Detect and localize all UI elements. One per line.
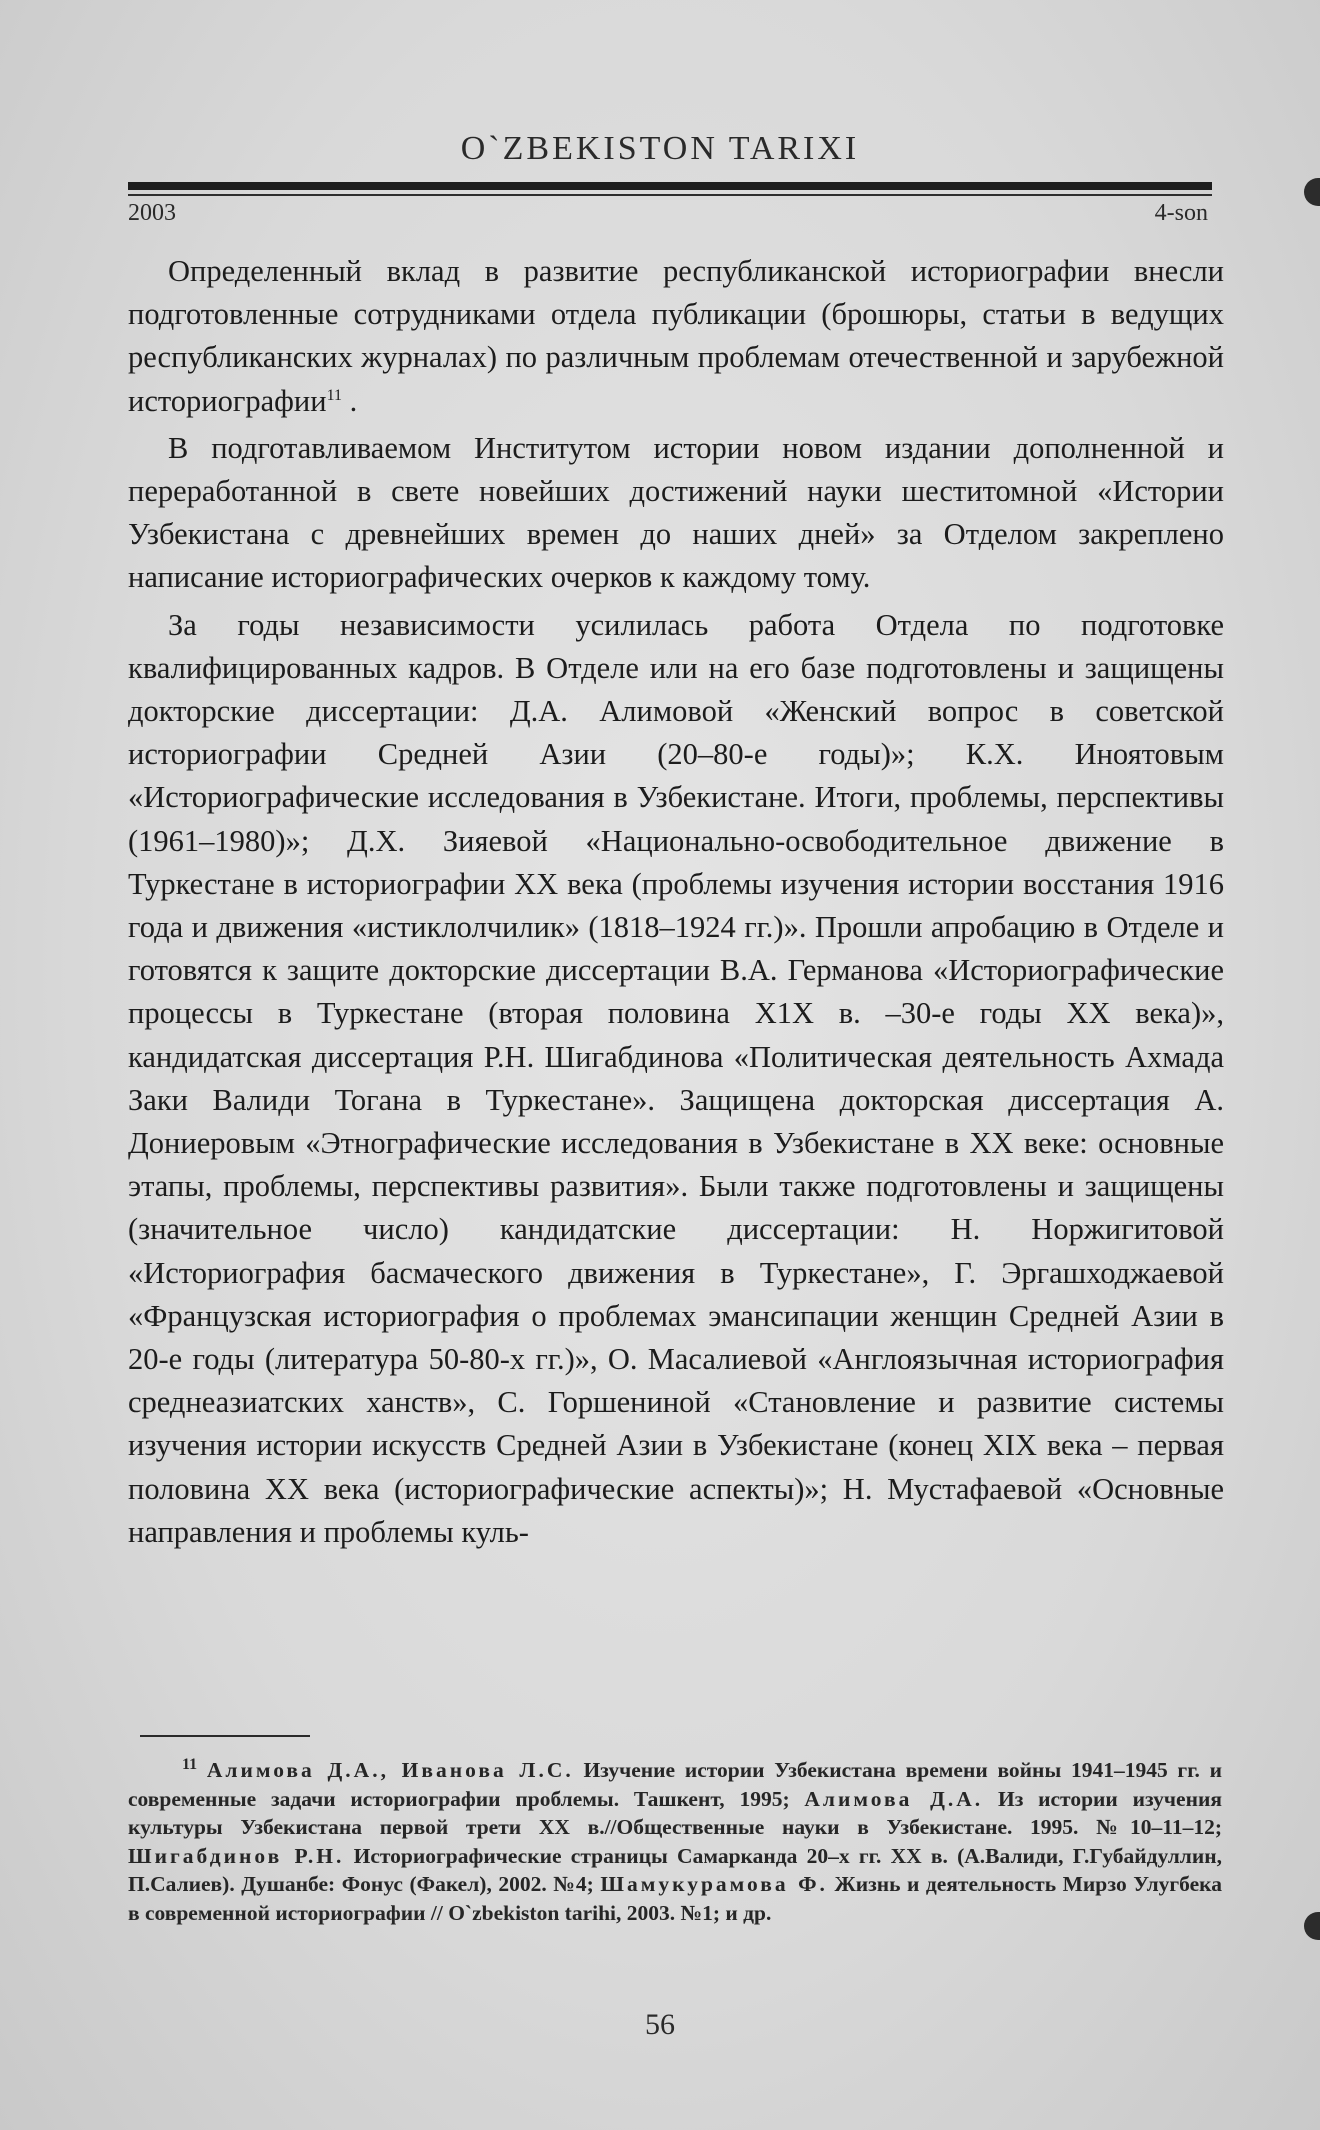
binding-mark-bottom: [1304, 1912, 1320, 1940]
header-rule-thick: [128, 182, 1212, 190]
footnote-author: Шигабдинов Р.Н.: [128, 1843, 345, 1868]
footnote-text: Изучение истории Узбекистана времени войны 1941–1945 гг. и современные задачи историографии проблемы. Ташкент, 1995;: [128, 1758, 1223, 1811]
binding-mark-top: [1304, 178, 1320, 206]
article-body: [128, 250, 1224, 1558]
journal-title: O`ZBEKISTON TARIXI: [460, 130, 860, 167]
paragraph-3: За годы независимости усилилась работа Отдела по подготовке квалифицированных кадров. В Отделе или на его базе подготовлены и защищены докторские диссертации: Д.А. Алимовой «Женский вопрос в советской историографии Средней Азии (20–80-е годы)»; К.Х. Иноятовым «Историографические исследования в Узбекистане. Итоги, проблемы, перспективы (1961–1980)»; Д.Х. Зияевой «Национально-освободительное движение в Туркестане в историографии XX века (проблемы изучения истории восстания 1916 года и движения «истиклолчилик» (1818–1924 гг.)». Прошли апробацию в Отделе и готовятся к защите докторские диссертации В.А. Германова «Историографические процессы в Туркестане (вторая половина X1X в. –30-е годы XX века)», кандидатская диссертация Р.Н. Шигабдинова «Политическая деятельность Ахмада Заки Валиди Тогана в Туркестане». Защищена докторская диссертация А. Дониеровым «Этнографические исследования в Узбекистане в XX веке: основные этапы, проблемы, перспективы развития». Были также подготовлены и защищены (значительное число) кандидатские диссертации: Н. Норжигитовой «Историография басмаческого движения в Туркестане», Г. Эргашходжаевой «Французская историография о проблемах эмансипации женщин Средней Азии в 20-е годы (литература 50-80-х гг.)», О. Масалиевой «Англоязычная историография среднеазиатских ханств», С. Горшениной «Становление и развитие системы изучения истории искусств Средней Азии в Узбекистане (конец XIX века – первая половина XX века (историографические аспекты)»; Н. Мустафаевой «Основные направления и проблемы куль-: [128, 607, 1224, 1549]
issue-year: 2003: [128, 200, 176, 226]
footnote-author: Алимова Д.А.: [804, 1786, 984, 1811]
footnote-author: Шамукурамова Ф.: [600, 1872, 828, 1897]
footnote-text: Из истории изучения культуры Узбекистана первой трети XX в.//Общественные науки в Узбекистане. 1995. №10–11–12;: [128, 1786, 1222, 1840]
paragraph-1: [128, 250, 1224, 423]
footnote: [128, 1756, 1222, 1928]
issue-number: 4-son: [1154, 200, 1208, 226]
footnote-author: Алимова Д.А., Иванова Л.С.: [206, 1758, 574, 1782]
paragraph-1-text: Определенный вклад в развитие республиканской историографии внесли подготовленные сотрудниками отдела публикации (брошюры, статьи в ведущих республиканских журналах) по различным проблемам отечественной и зарубежной историографии: [128, 254, 1224, 418]
footnote-marker: 11: [182, 1755, 198, 1773]
footnote-11: [128, 1756, 1222, 1928]
footnote-text: Историографические страницы Самарканда 20–х гг. XX в. (А.Валиди, Г.Губайдуллин, П.Салиев). Душанбе: Фонус (Факел), 2002. №4;: [128, 1843, 1222, 1897]
footnote-separator: [140, 1735, 310, 1737]
paragraph-1-end: .: [341, 383, 358, 418]
footnote-reference: 11: [326, 386, 342, 404]
paragraph-2: В подготавливаемом Институтом истории новом издании дополненной и переработанной в свете новейших достижений науки шеститомной «Истории Узбекистана с древнейших времен до наших дней» за Отделом закреплено написание историографических очерков к каждому тому.: [128, 430, 1224, 595]
page-number: 56: [645, 2008, 675, 2041]
footnote-text: Жизнь и деятельность Мирзо Улугбека в современной историографии // O`zbekiston tarihi, 2003. №1; и др.: [128, 1872, 1222, 1925]
header-rule-thin: [128, 194, 1212, 196]
